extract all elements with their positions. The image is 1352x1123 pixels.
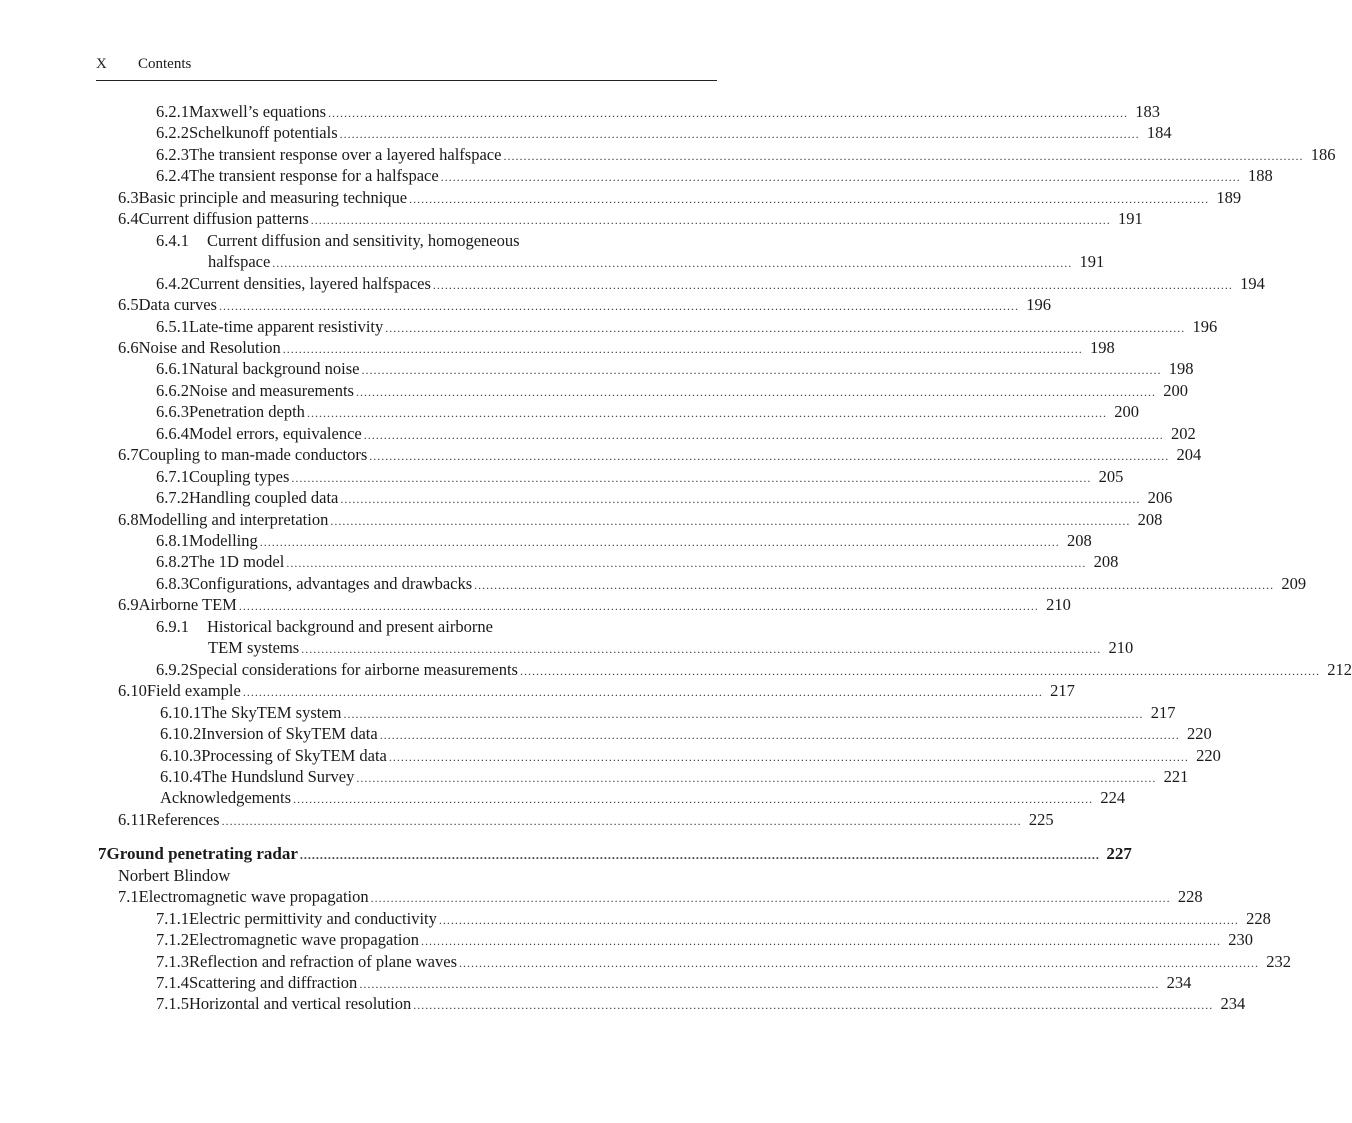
- toc-entry[interactable]: [0, 993, 1246, 1014]
- toc-page-number: 188: [1247, 166, 1273, 186]
- toc-entry[interactable]: [0, 316, 1218, 337]
- toc-page-number: 234: [1220, 994, 1246, 1014]
- dot-leader: ........................................................................................................................................................................................................: [432, 277, 1233, 292]
- toc-entry-title: Maxwell’s equations: [189, 102, 327, 121]
- dot-leader: ........................................................................................................................................................................................................: [339, 127, 1140, 142]
- dot-leader: ........................................................................................................................................................................................................: [474, 577, 1275, 592]
- toc-page-number: 224: [1100, 788, 1126, 808]
- toc-page-number: 225: [1028, 809, 1054, 829]
- toc-page-number: 208: [1137, 509, 1163, 529]
- dot-leader: ........................................................................................................................................................................................................: [519, 663, 1320, 678]
- toc-section-number: 7: [98, 844, 107, 864]
- toc-page-number: 217: [1050, 681, 1075, 701]
- toc-entry-title: Model errors, equivalence: [189, 423, 362, 443]
- toc-entry-title: The 1D model: [189, 552, 285, 572]
- toc-section-number: 6.2.1: [156, 102, 189, 121]
- toc-page-number: 196: [1192, 316, 1218, 336]
- dot-leader: ........................................................................................................................................................................................................: [459, 955, 1260, 970]
- toc-entry-title: Special considerations for airborne measurements: [189, 659, 518, 679]
- toc-entry[interactable]: [0, 886, 1203, 907]
- dot-leader: ........................................................................................................................................................................................................: [272, 256, 1073, 271]
- toc-section-number: 6.10.4: [160, 766, 202, 786]
- toc-section-number: 6.9.2: [156, 659, 189, 679]
- dot-leader: ........................................................................................................................................................................................................: [238, 599, 1039, 614]
- toc-entry-title: Modelling: [189, 531, 258, 550]
- toc-section-number: 6.4.1: [156, 230, 189, 250]
- toc-entry[interactable]: [0, 929, 1253, 950]
- toc-entry-title: The Hundslund Survey: [201, 766, 355, 786]
- toc-entry[interactable]: [0, 702, 1176, 723]
- toc-page-number: 198: [1168, 359, 1194, 379]
- toc-entry[interactable]: [0, 423, 1196, 444]
- toc-entry[interactable]: [0, 144, 1336, 165]
- dot-leader: ........................................................................................................................................................................................................: [291, 470, 1092, 485]
- dot-leader: ........................................................................................................................................................................................................: [218, 299, 1019, 314]
- toc-entry[interactable]: [0, 466, 1124, 487]
- toc-entry[interactable]: [0, 972, 1192, 993]
- dot-leader: ........................................................................................................................................................................................................: [328, 106, 1129, 120]
- toc-entry[interactable]: [0, 530, 1092, 551]
- toc-page-number: 208: [1067, 531, 1092, 550]
- toc-entry-title: Basic principle and measuring technique: [138, 187, 408, 207]
- toc-page-number: 204: [1176, 445, 1202, 465]
- toc-page-number: 191: [1079, 252, 1105, 272]
- toc-section-number: 6.10: [118, 681, 147, 701]
- toc-page-number: 234: [1166, 973, 1192, 992]
- toc-entry-title: Modelling and interpretation: [138, 509, 329, 529]
- dot-leader: ........................................................................................................................................................................................................: [359, 977, 1160, 991]
- dot-leader: ........................................................................................................................................................................................................: [388, 749, 1189, 764]
- toc-section-number: 6.8.2: [156, 552, 189, 572]
- toc-entry-title: Current diffusion patterns: [138, 209, 309, 229]
- toc-entry-title: Inversion of SkyTEM data: [201, 724, 378, 744]
- toc-page-number: 184: [1146, 123, 1172, 143]
- toc-section-number: 7.1.2: [156, 930, 189, 950]
- dot-leader: ........................................................................................................................................................................................................: [356, 770, 1157, 785]
- toc-entry[interactable]: [0, 444, 1202, 465]
- toc-entry[interactable]: [0, 487, 1173, 508]
- toc-entry-title: Historical background and present airborne: [207, 616, 493, 636]
- toc-section-number: 6.2.4: [156, 166, 189, 186]
- toc-entry-title: Processing of SkyTEM data: [201, 745, 387, 765]
- dot-leader: ........................................................................................................................................................................................................: [369, 449, 1170, 464]
- header-rule: [96, 80, 717, 81]
- toc-entry-title: The transient response over a layered halfspace: [189, 144, 502, 164]
- toc-entry-title: Penetration depth: [189, 402, 305, 422]
- toc-section-number: 6.6.3: [156, 402, 189, 422]
- toc-section-number: 6.2.2: [156, 123, 189, 143]
- toc-page-number: 198: [1089, 337, 1115, 357]
- dot-leader: ........................................................................................................................................................................................................: [370, 891, 1171, 906]
- dot-leader: ........................................................................................................................................................................................................: [310, 213, 1111, 228]
- toc-entry-title: Configurations, advantages and drawbacks: [189, 573, 473, 593]
- toc-entry[interactable]: [0, 951, 1292, 972]
- toc-section-number: 6.10.2: [160, 724, 202, 744]
- toc-section-number: 6.5: [118, 295, 139, 315]
- toc-entry[interactable]: [0, 616, 816, 637]
- toc-section-number: 6.4: [118, 209, 139, 229]
- toc-page-number: 200: [1163, 380, 1188, 400]
- page-number: X: [96, 56, 107, 72]
- toc-entry-title: halfspace: [208, 252, 271, 272]
- dot-leader: ........................................................................................................................................................................................................: [409, 191, 1210, 206]
- toc-entry[interactable]: [0, 251, 1105, 272]
- toc-entry-title: The transient response for a halfspace: [189, 166, 439, 186]
- toc-entry[interactable]: [0, 101, 1161, 122]
- dot-leader: ........................................................................................................................................................................................................: [340, 492, 1141, 507]
- toc-entry[interactable]: [0, 273, 1265, 294]
- toc-entry[interactable]: [0, 509, 1163, 530]
- toc-section-number: 6.7: [118, 445, 139, 465]
- toc-entry[interactable]: [0, 766, 1189, 787]
- toc-chapter-entry[interactable]: [0, 843, 1132, 864]
- dot-leader: ........................................................................................................................................................................................................: [286, 556, 1087, 571]
- toc-entry[interactable]: [0, 573, 1307, 594]
- dot-leader: ........................................................................................................................................................................................................: [306, 406, 1107, 421]
- toc-entry[interactable]: [0, 908, 1271, 929]
- toc-entry-title: Reflection and refraction of plane waves: [189, 951, 458, 971]
- dot-leader: ........................................................................................................................................................................................................: [438, 912, 1239, 927]
- toc-section-number: 7.1.1: [156, 908, 189, 928]
- toc-section-number: 6.4.2: [156, 273, 189, 293]
- toc-entry[interactable]: [0, 230, 816, 251]
- toc-entry-title: Airborne TEM: [138, 595, 237, 615]
- toc-entry-title: Noise and measurements: [189, 380, 354, 400]
- toc-entry-title: Scattering and diffraction: [189, 973, 358, 992]
- toc-section-number: 6.8.3: [156, 573, 189, 593]
- toc-section-number: 6.3: [118, 187, 139, 207]
- toc-page-number: 227: [1106, 844, 1132, 864]
- toc-page-number: 191: [1118, 209, 1143, 229]
- toc-page-number: 200: [1114, 402, 1139, 422]
- toc-entry[interactable]: [0, 680, 1075, 701]
- dot-leader: ........................................................................................................................................................................................................: [413, 998, 1214, 1013]
- toc-entry[interactable]: [0, 401, 1139, 422]
- dot-leader: ........................................................................................................................................................................................................: [221, 813, 1022, 828]
- toc-section-number: 6.9.1: [156, 616, 189, 636]
- dot-leader: ........................................................................................................................................................................................................: [355, 384, 1156, 399]
- toc-page-number: 208: [1093, 552, 1119, 572]
- toc-entry-title: Late-time apparent resistivity: [189, 316, 384, 336]
- chapter-author: Norbert Blindow: [118, 865, 231, 885]
- toc-section-number: 7.1.4: [156, 973, 189, 992]
- toc-section-number: 7.1.3: [156, 951, 189, 971]
- dot-leader: ........................................................................................................................................................................................................: [293, 792, 1094, 807]
- toc-page-number: 220: [1196, 745, 1221, 765]
- dot-leader: ........................................................................................................................................................................................................: [503, 148, 1304, 163]
- toc-page-number: 220: [1186, 724, 1212, 744]
- toc-entry-title: Data curves: [138, 295, 217, 315]
- dot-leader: ........................................................................................................................................................................................................: [379, 728, 1180, 743]
- dot-leader: ........................................................................................................................................................................................................: [301, 642, 1102, 657]
- toc-page-number: 202: [1170, 423, 1196, 443]
- toc-section-number: 6.5.1: [156, 316, 189, 336]
- toc-entry-title: Coupling types: [189, 466, 290, 486]
- running-header: [96, 54, 716, 76]
- toc-entry[interactable]: [0, 358, 1194, 379]
- dot-leader: ........................................................................................................................................................................................................: [259, 535, 1060, 549]
- toc-page-number: 205: [1098, 466, 1124, 486]
- toc-entry-title: Natural background noise: [189, 359, 360, 379]
- dot-leader: ........................................................................................................................................................................................................: [421, 934, 1221, 949]
- toc-entry[interactable]: [0, 659, 1352, 680]
- toc-section-number: 6.7.2: [156, 488, 189, 508]
- toc-section-number: 6.6.2: [156, 380, 189, 400]
- toc-section-number: 6.2.3: [156, 144, 189, 164]
- dot-leader: ........................................................................................................................................................................................................: [363, 427, 1164, 442]
- toc-page-number: 210: [1108, 638, 1134, 658]
- toc-entry[interactable]: [0, 187, 1242, 208]
- dot-leader: ........................................................................................................................................................................................................: [343, 706, 1144, 721]
- toc-entry[interactable]: [0, 865, 816, 886]
- toc-entry-title: Current diffusion and sensitivity, homogeneous: [207, 230, 520, 250]
- toc-entry-title: TEM systems: [208, 638, 300, 658]
- toc-entry-title: The SkyTEM system: [201, 702, 342, 722]
- toc-entry-title: Handling coupled data: [189, 488, 339, 508]
- running-title: Contents: [138, 56, 192, 72]
- toc-entry-title: Ground penetrating radar: [106, 844, 298, 864]
- dot-leader: ........................................................................................................................................................................................................: [282, 341, 1083, 356]
- toc-section-number: 6.9: [118, 595, 139, 615]
- toc-entry[interactable]: [0, 787, 1126, 808]
- toc-entry[interactable]: [0, 294, 1051, 315]
- toc-page-number: 189: [1216, 187, 1242, 207]
- toc-entry[interactable]: [0, 809, 1054, 830]
- dot-leader: ........................................................................................................................................................................................................: [361, 363, 1162, 378]
- toc-entry[interactable]: [0, 551, 1119, 572]
- toc-page-number: 228: [1246, 908, 1271, 928]
- toc-entry-title: Electromagnetic wave propagation: [189, 930, 419, 950]
- dot-leader: ........................................................................................................................................................................................................: [242, 685, 1043, 700]
- toc-page-number: 232: [1266, 951, 1292, 971]
- toc-entry[interactable]: [0, 723, 1212, 744]
- toc-entry[interactable]: [0, 745, 1221, 766]
- toc-page-number: 221: [1163, 766, 1189, 786]
- toc-section-number: 6.6.4: [156, 423, 189, 443]
- toc-entry-title: References: [146, 809, 220, 829]
- toc-entry-title: Electromagnetic wave propagation: [138, 887, 369, 907]
- toc-page-number: 206: [1147, 488, 1173, 508]
- toc-entry[interactable]: [0, 637, 1134, 658]
- toc-section-number: 6.8: [118, 509, 139, 529]
- toc-page-number: 212: [1327, 659, 1352, 679]
- toc-entry[interactable]: [0, 208, 1143, 229]
- toc-section-number: 6.10.1: [160, 702, 202, 722]
- toc-section-number: 6.10.3: [160, 745, 202, 765]
- dot-leader: ........................................................................................................................................................................................................: [440, 170, 1241, 185]
- toc-section-number: 7.1: [118, 887, 139, 907]
- toc-entry[interactable]: [0, 594, 1071, 615]
- toc-entry-title: Acknowledgements: [160, 788, 292, 808]
- toc-entry[interactable]: [0, 165, 1273, 186]
- dot-leader: ........................................................................................................................................................................................................: [385, 320, 1186, 335]
- toc-page-number: 230: [1228, 930, 1253, 950]
- toc-section-number: 6.6: [118, 337, 139, 357]
- toc-entry-title: Horizontal and vertical resolution: [189, 994, 412, 1014]
- toc-entry[interactable]: [0, 122, 1172, 143]
- toc-section-number: 6.11: [118, 809, 147, 829]
- dot-leader: ........................................................................................................................................................................................................: [299, 848, 1100, 863]
- toc-section-number: 6.6.1: [156, 359, 189, 379]
- toc-page-number: 228: [1177, 887, 1203, 907]
- toc-entry[interactable]: [0, 380, 1188, 401]
- toc-page-number: 210: [1046, 595, 1071, 615]
- toc-section-number: 6.8.1: [156, 531, 189, 550]
- toc-entry-title: Noise and Resolution: [138, 337, 281, 357]
- toc-page-number: 209: [1281, 573, 1307, 593]
- dot-leader: ........................................................................................................................................................................................................: [330, 513, 1131, 528]
- toc-page-number: 217: [1150, 702, 1176, 722]
- toc-entry-title: Field example: [146, 681, 241, 701]
- toc-section-number: 6.7.1: [156, 466, 189, 486]
- toc-entry-title: Electric permittivity and conductivity: [189, 908, 437, 928]
- toc-page-number: 186: [1310, 144, 1336, 164]
- toc-entry-title: Coupling to man-made conductors: [138, 445, 368, 465]
- toc-section-number: 7.1.5: [156, 994, 189, 1014]
- toc-page-number: 196: [1026, 295, 1051, 315]
- toc-entry-title: Current densities, layered halfspaces: [189, 273, 431, 293]
- toc-entry-title: Schelkunoff potentials: [189, 123, 338, 143]
- toc-entry[interactable]: [0, 337, 1115, 358]
- toc-page-number: 194: [1240, 273, 1265, 293]
- toc-page-number: 183: [1135, 102, 1161, 121]
